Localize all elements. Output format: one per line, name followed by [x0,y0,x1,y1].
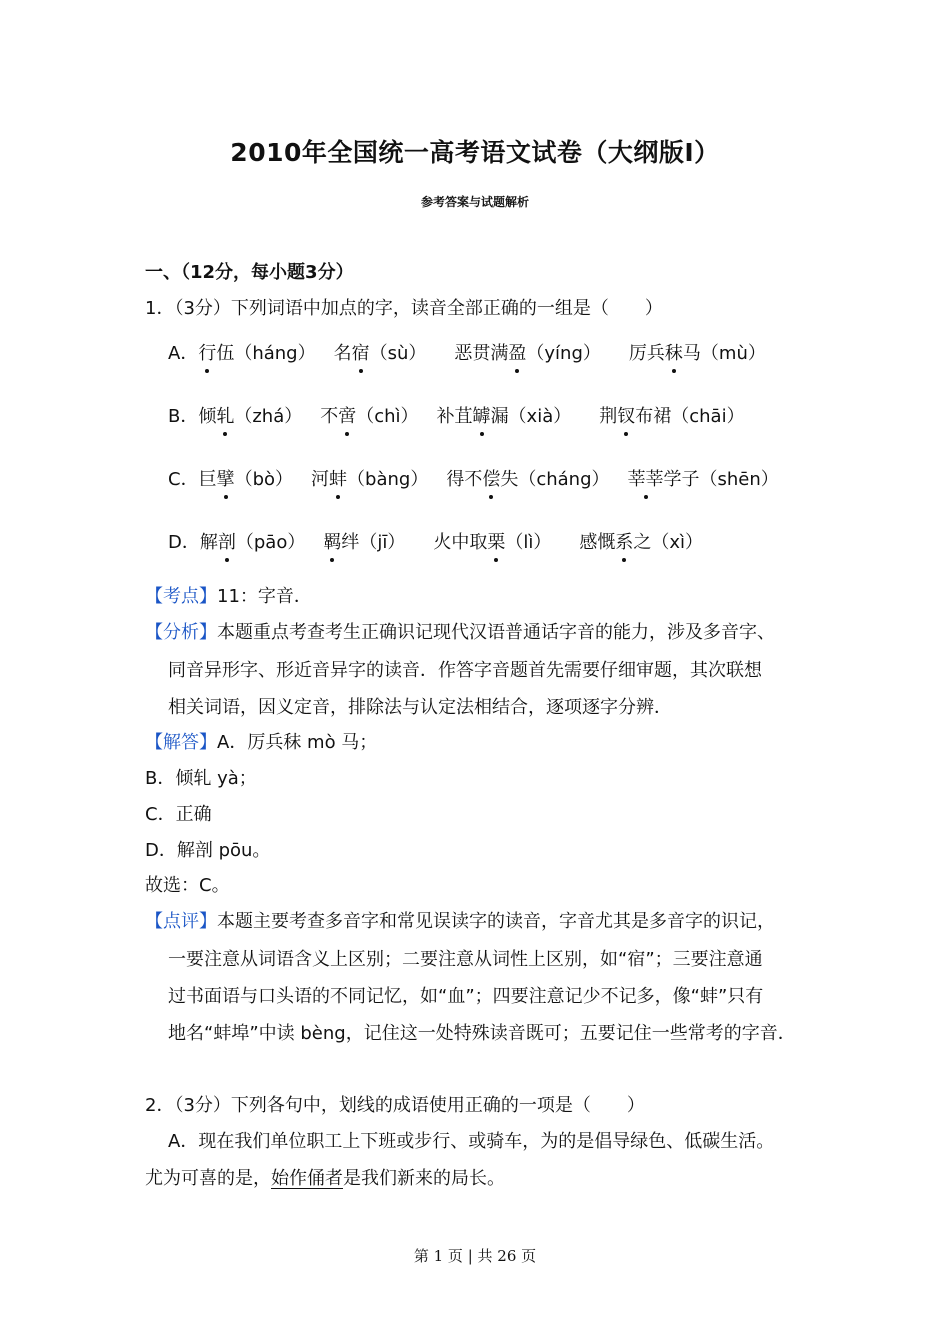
fenxi-line-2: 同音异形字、形近音异字的读音．作答字音题首先需要仔细审题，其次联想 [168,660,762,681]
document-subtitle: 参考答案与试题解析 [420,195,529,209]
kaodian-text: 11：字音． [217,586,312,607]
dotted-char: 剖 [218,528,236,554]
option-item: 河蚌（bàng） [311,469,428,490]
dotted-char: 罅 [473,402,491,428]
fenxi-tag: 【分析】 [145,622,217,643]
dianping-line-1: 【点评】本题主要考查多音字和常见误读字的读音，字音尤其是多音字的识记， [145,911,775,932]
question-1-option-a [168,339,766,365]
option-item: 巨擘（bò） [199,469,293,490]
page-footer: 第 1 页 | 共 26 页 [413,1247,537,1265]
option-item: 名宿（sù） [334,343,427,364]
fenxi-line-3: 相关词语，因义定音，排除法与认定法相结合，逐项逐字分辨． [168,697,672,718]
question-1-stem: 1．（3分）下列词语中加点的字，读音全部正确的一组是（ ） [145,298,663,319]
dotted-char: 蚌 [329,465,347,491]
dianping-tag: 【点评】 [145,911,217,932]
dotted-char: 盈 [508,339,526,365]
jieda-line-2: B．倾轧 yà； [145,768,257,789]
kaodian-line [145,582,312,608]
dotted-char: 秣 [665,339,683,365]
dotted-char: 钗 [617,402,635,428]
option-label: C． [168,469,199,490]
option-item: 火中取栗（lì） [433,532,551,553]
section-heading: 一、（12分，每小题3分） [145,262,354,283]
dianping-line-3: 过书面语与口头语的不同记忆，如“血”；四要注意记少不记多，像“蚌”只有 [168,986,764,1007]
dotted-char: 栗 [487,528,505,554]
option-item: 倾轧（zhá） [198,406,302,427]
option-item: 得不偿失（cháng） [446,469,609,490]
option-item: 羁绊（jī） [323,532,405,553]
option-item: 补苴罅漏（xià） [437,406,572,427]
option-item: 莘莘学子（shēn） [628,469,779,490]
option-item: 恶贯满盈（yíng） [454,343,601,364]
dotted-char: 宿 [352,339,370,365]
option-item: 荆钗布裙（chāi） [599,406,744,427]
kaodian-tag: 【考点】 [145,586,217,607]
dotted-char: 啻 [338,402,356,428]
jieda-line-1: 【解答】A．厉兵秣 mò 马； [145,732,378,753]
jieda-tag: 【解答】 [145,732,217,753]
question-1-option-c [168,465,779,491]
dotted-char: 莘莘 [628,465,664,491]
dotted-char: 擘 [217,465,235,491]
question-2-option-a-line-2: 尤为可喜的是，始作俑者是我们新来的局长。 [145,1168,505,1189]
dotted-char: 轧 [216,402,234,428]
document-title: 2010年全国统一高考语文试卷（大纲版Ⅰ） [230,138,720,167]
underlined-idiom: 始作俑者 [271,1168,343,1189]
dotted-char: 行 [198,339,216,365]
question-1-option-d [168,528,703,554]
option-item: 厉兵秣马（mù） [629,343,766,364]
jieda-line-5: 故选：C。 [145,875,230,896]
dianping-line-4: 地名“蚌埠”中读 bèng，记住这一处特殊读音既可；五要记住一些常考的字音． [168,1023,796,1044]
question-2-stem: 2．（3分）下列各句中，划线的成语使用正确的一项是（ ） [145,1095,645,1116]
dotted-char: 系 [615,528,633,554]
option-item: 行伍（háng） [198,343,315,364]
question-2-option-a-line-1: A．现在我们单位职工上下班或步行、或骑车，为的是倡导绿色、低碳生活。 [168,1131,775,1152]
option-item: 解剖（pāo） [200,532,305,553]
question-1-option-b [168,402,745,428]
jieda-line-3: C．正确 [145,804,212,825]
jieda-line-4: D．解剖 pōu。 [145,840,271,861]
option-label: B． [168,406,199,427]
option-label: A． [168,343,199,364]
option-item: 不啻（chì） [320,406,418,427]
option-item: 感慨系之（xì） [579,532,703,553]
dotted-char: 羁 [323,528,341,554]
dianping-line-2: 一要注意从词语含义上区别；二要注意从词性上区别，如“宿”；三要注意通 [168,949,763,970]
dotted-char: 偿 [482,465,500,491]
fenxi-line-1: 【分析】本题重点考查考生正确识记现代汉语普通话字音的能力，涉及多音字、 [145,622,775,643]
option-label: D． [168,532,200,553]
